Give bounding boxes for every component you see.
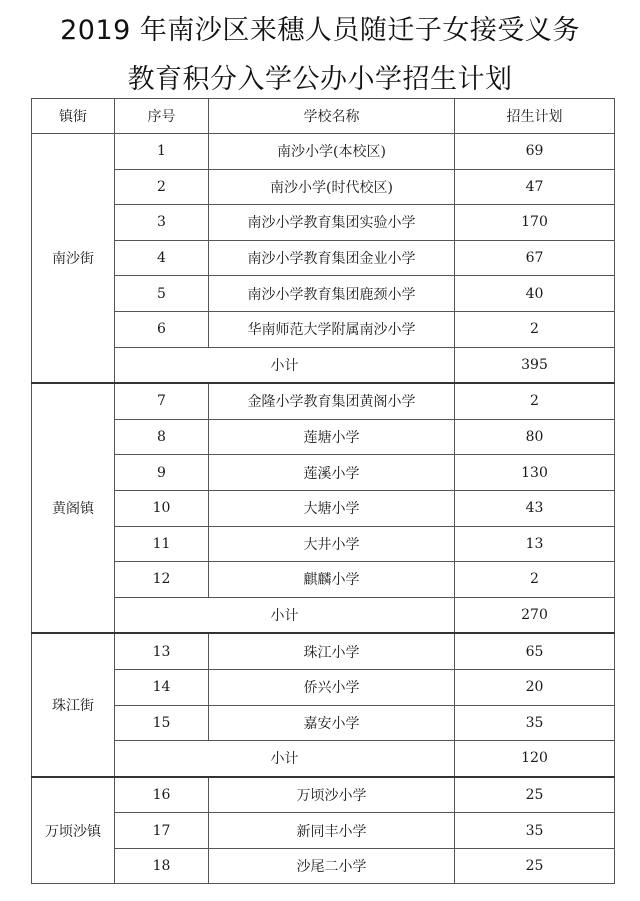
seq-cell: 17 [115,813,209,849]
school-name-cell: 大塘小学 [209,490,455,526]
plan-count-cell: 130 [455,455,615,491]
plan-count-cell: 69 [455,134,615,170]
school-name-cell: 嘉安小学 [209,705,455,741]
plan-count-cell: 20 [455,669,615,705]
table-row [32,777,615,813]
district-cell: 黄阁镇 [32,383,115,633]
plan-count-cell: 80 [455,419,615,455]
subtotal-label: 小计 [115,597,455,633]
plan-count-cell: 35 [455,813,615,849]
school-name-cell: 南沙小学教育集团鹿颈小学 [209,276,455,312]
school-name-cell: 莲塘小学 [209,419,455,455]
seq-cell: 3 [115,205,209,241]
seq-cell: 1 [115,134,209,170]
seq-cell: 7 [115,383,209,419]
plan-count-cell: 35 [455,705,615,741]
subtotal-value: 270 [455,597,615,633]
seq-cell: 18 [115,848,209,884]
enrollment-plan-table [31,98,615,884]
document-title-line-2: 教育积分入学公办小学招生计划 [127,64,513,95]
seq-cell: 10 [115,490,209,526]
table-row [32,669,615,705]
document-title-line-1: 2019 年南沙区来穗人员随迁子女接受义务 [60,15,580,46]
seq-cell: 2 [115,169,209,205]
school-name-cell: 沙尾二小学 [209,848,455,884]
seq-cell: 11 [115,526,209,562]
table-row [32,419,615,455]
table-row [32,240,615,276]
school-name-cell: 金隆小学教育集团黄阁小学 [209,383,455,419]
subtotal-row [32,741,615,777]
school-name-cell: 新同丰小学 [209,813,455,849]
seq-cell: 5 [115,276,209,312]
seq-cell: 15 [115,705,209,741]
table-row [32,705,615,741]
seq-cell: 16 [115,777,209,813]
table-row [32,562,615,598]
seq-cell: 4 [115,240,209,276]
plan-count-cell: 47 [455,169,615,205]
seq-cell: 13 [115,633,209,669]
table-row [32,383,615,419]
school-name-cell: 大井小学 [209,526,455,562]
plan-count-cell: 25 [455,848,615,884]
plan-count-cell: 170 [455,205,615,241]
plan-count-cell: 67 [455,240,615,276]
seq-cell: 12 [115,562,209,598]
district-cell: 南沙街 [32,134,115,384]
seq-cell: 8 [115,419,209,455]
table-row [32,633,615,669]
table-header-row [32,99,615,134]
plan-count-cell: 43 [455,490,615,526]
seq-cell: 14 [115,669,209,705]
plan-count-cell: 40 [455,276,615,312]
school-name-cell: 万顷沙小学 [209,777,455,813]
plan-count-cell: 2 [455,562,615,598]
header-district: 镇街 [32,99,115,134]
district-cell: 万顷沙镇 [32,777,115,884]
table-row [32,526,615,562]
school-name-cell: 珠江小学 [209,633,455,669]
subtotal-label: 小计 [115,347,455,383]
header-seq: 序号 [115,99,209,134]
district-cell: 珠江街 [32,633,115,776]
school-name-cell: 华南师范大学附属南沙小学 [209,311,455,347]
subtotal-label: 小计 [115,741,455,777]
school-name-cell: 南沙小学(时代校区) [209,169,455,205]
table-row [32,134,615,170]
school-name-cell: 南沙小学(本校区) [209,134,455,170]
subtotal-value: 395 [455,347,615,383]
table-row [32,455,615,491]
table-row [32,490,615,526]
table-row [32,205,615,241]
school-name-cell: 南沙小学教育集团实验小学 [209,205,455,241]
school-name-cell: 麒麟小学 [209,562,455,598]
table-row [32,169,615,205]
plan-count-cell: 2 [455,311,615,347]
header-school: 学校名称 [209,99,455,134]
subtotal-row [32,347,615,383]
plan-count-cell: 13 [455,526,615,562]
plan-count-cell: 25 [455,777,615,813]
school-name-cell: 侨兴小学 [209,669,455,705]
header-plan: 招生计划 [455,99,615,134]
table-row [32,276,615,312]
school-name-cell: 南沙小学教育集团金业小学 [209,240,455,276]
plan-count-cell: 65 [455,633,615,669]
seq-cell: 9 [115,455,209,491]
school-name-cell: 莲溪小学 [209,455,455,491]
plan-count-cell: 2 [455,383,615,419]
table-row [32,311,615,347]
seq-cell: 6 [115,311,209,347]
subtotal-row [32,597,615,633]
table-row [32,848,615,884]
table-row [32,813,615,849]
subtotal-value: 120 [455,741,615,777]
table-body [32,134,615,884]
